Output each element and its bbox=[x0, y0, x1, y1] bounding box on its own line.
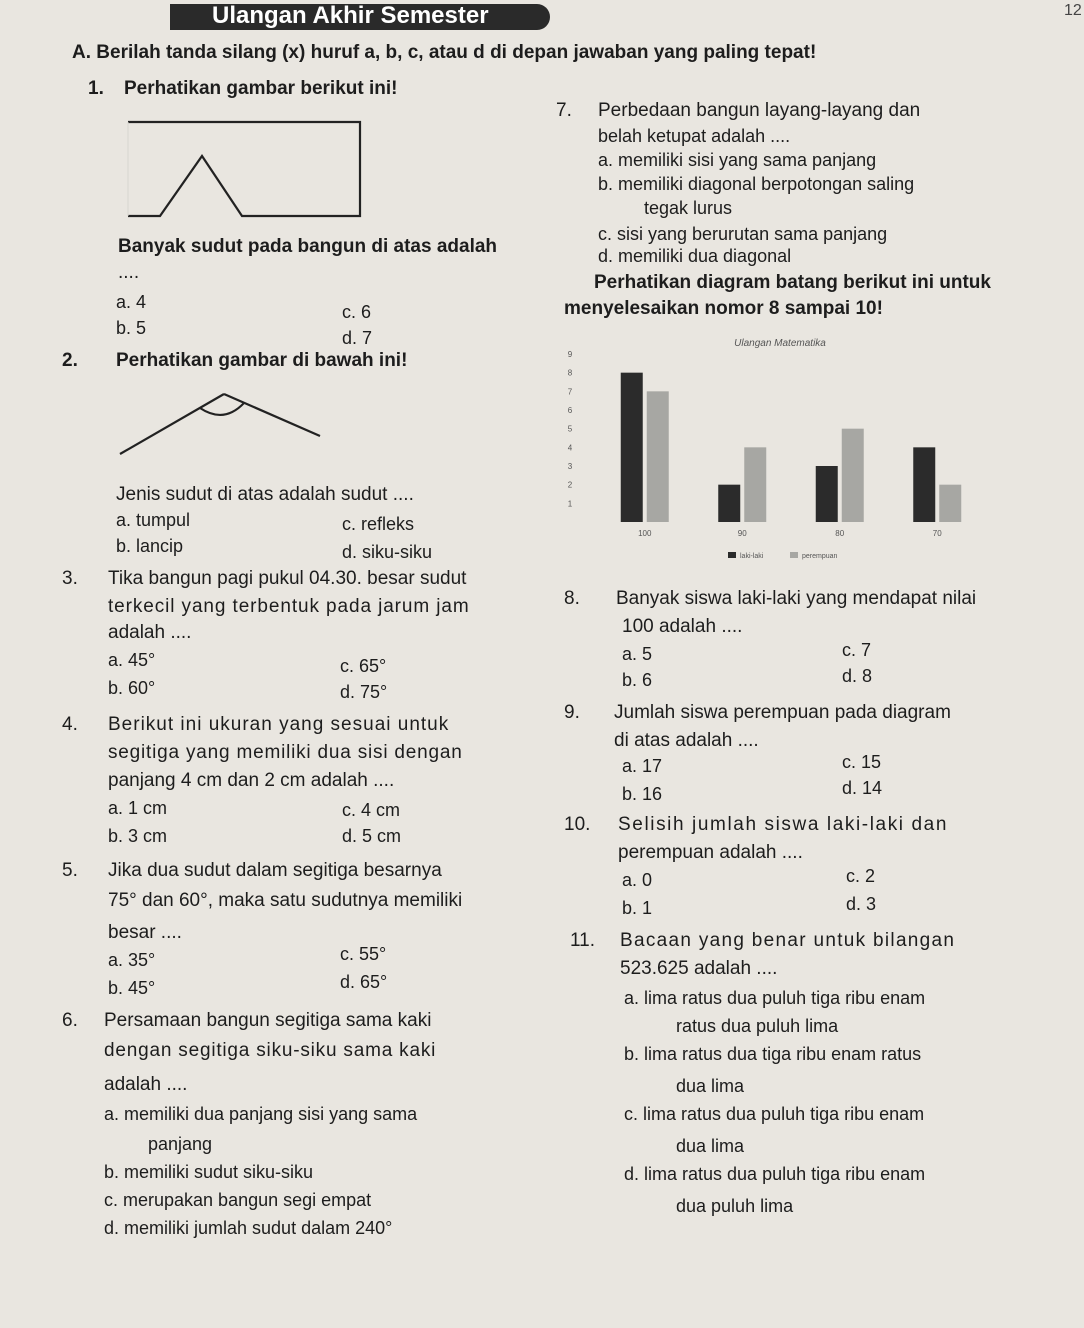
q3-option-d[interactable]: d. 75° bbox=[340, 682, 388, 702]
q8-option-c[interactable]: c. 7 bbox=[842, 640, 872, 660]
q11-option-c-cont: dua lima bbox=[676, 1136, 745, 1156]
x-tick-label: 80 bbox=[835, 529, 845, 538]
q8-line2: 100 adalah .... bbox=[622, 616, 743, 637]
q5-option-b[interactable]: b. 45° bbox=[108, 978, 156, 998]
q1-number: 1. bbox=[88, 78, 104, 99]
legend-swatch-perempuan bbox=[790, 552, 798, 558]
q1-option-b[interactable]: b. 5 bbox=[116, 318, 147, 338]
q10-number: 10. bbox=[564, 814, 591, 835]
q9-option-a[interactable]: a. 17 bbox=[622, 756, 663, 776]
q11-option-b-cont: dua lima bbox=[676, 1076, 745, 1096]
q11-option-d-cont: dua puluh lima bbox=[676, 1196, 794, 1216]
q7-option-b-cont: tegak lurus bbox=[644, 198, 733, 218]
q2-question: Jenis sudut di atas adalah sudut .... bbox=[116, 484, 414, 505]
q1-option-c[interactable]: c. 6 bbox=[342, 302, 372, 322]
q6-line1: Persamaan bangun segitiga sama kaki bbox=[104, 1010, 432, 1031]
q1-option-d[interactable]: d. 7 bbox=[342, 328, 373, 348]
bar-perempuan-70 bbox=[939, 485, 961, 522]
q8-line1: Banyak siswa laki-laki yang mendapat nilai bbox=[616, 588, 977, 609]
q9-option-d[interactable]: d. 14 bbox=[842, 778, 883, 798]
q2-angle-figure bbox=[116, 384, 326, 464]
q6-line2: dengan segitiga siku-siku sama kaki bbox=[104, 1040, 437, 1061]
bar-laki-laki-100 bbox=[621, 373, 643, 522]
y-tick-label: 1 bbox=[567, 499, 573, 509]
q5-number: 5. bbox=[62, 860, 78, 881]
q11-number: 11. bbox=[570, 930, 596, 951]
q3-option-a[interactable]: a. 45° bbox=[108, 650, 156, 670]
q8-option-d[interactable]: d. 8 bbox=[842, 666, 873, 686]
q6-option-d[interactable]: d. memiliki jumlah sudut dalam 240° bbox=[104, 1218, 393, 1238]
q3-number: 3. bbox=[62, 568, 78, 589]
q5-line3: besar .... bbox=[108, 922, 182, 943]
q2-option-d[interactable]: d. siku-siku bbox=[342, 542, 433, 562]
q5-option-a[interactable]: a. 35° bbox=[108, 950, 156, 970]
q10-option-a[interactable]: a. 0 bbox=[622, 870, 653, 890]
q1-dots: .... bbox=[118, 262, 140, 283]
diagram-intro-line2: menyelesaikan nomor 8 sampai 10! bbox=[564, 298, 883, 319]
q6-option-c[interactable]: c. merupakan bangun segi empat bbox=[104, 1190, 372, 1210]
bar-perempuan-100 bbox=[647, 391, 669, 522]
q11-option-a[interactable]: a. lima ratus dua puluh tiga ribu enam bbox=[624, 988, 926, 1008]
q10-option-d[interactable]: d. 3 bbox=[846, 894, 877, 914]
q7-option-a[interactable]: a. memiliki sisi yang sama panjang bbox=[598, 150, 877, 170]
q3-line2: terkecil yang terbentuk pada jarum jam bbox=[108, 596, 470, 617]
bar-laki-laki-80 bbox=[816, 466, 838, 522]
q1-text: Perhatikan gambar berikut ini! bbox=[124, 78, 398, 99]
q6-number: 6. bbox=[62, 1010, 78, 1031]
q7-line1: Perbedaan bangun layang-layang dan bbox=[598, 100, 921, 121]
q2-text: Perhatikan gambar di bawah ini! bbox=[116, 350, 408, 371]
q11-option-c[interactable]: c. lima ratus dua puluh tiga ribu enam bbox=[624, 1104, 925, 1124]
q10-line1: Selisih jumlah siswa laki-laki dan bbox=[618, 814, 949, 835]
q9-line2: di atas adalah .... bbox=[614, 730, 759, 751]
q7-option-d[interactable]: d. memiliki dua diagonal bbox=[598, 246, 792, 266]
q9-option-c[interactable]: c. 15 bbox=[842, 752, 882, 772]
q4-line2: segitiga yang memiliki dua sisi dengan bbox=[108, 742, 463, 763]
q4-line3: panjang 4 cm dan 2 cm adalah .... bbox=[108, 770, 395, 791]
q5-option-d[interactable]: d. 65° bbox=[340, 972, 388, 992]
legend-label-perempuan: perempuan bbox=[802, 553, 838, 560]
q6-option-b[interactable]: b. memiliki sudut siku-siku bbox=[104, 1162, 314, 1182]
y-tick-label: 8 bbox=[567, 368, 573, 378]
bar-chart bbox=[556, 330, 996, 570]
q2-option-a[interactable]: a. tumpul bbox=[116, 510, 191, 530]
q9-number: 9. bbox=[564, 702, 580, 723]
q1-shape bbox=[128, 122, 360, 216]
q5-line2: 75° dan 60°, maka satu sudutnya memiliki bbox=[108, 890, 463, 911]
q3-option-b[interactable]: b. 60° bbox=[108, 678, 156, 698]
q4-option-a[interactable]: a. 1 cm bbox=[108, 798, 168, 818]
bar-laki-laki-70 bbox=[913, 447, 935, 522]
x-tick-label: 70 bbox=[932, 529, 942, 538]
q6-line3: adalah .... bbox=[104, 1074, 188, 1095]
bar-perempuan-90 bbox=[744, 447, 766, 522]
q2-option-c[interactable]: c. refleks bbox=[342, 514, 415, 534]
q9-line1: Jumlah siswa perempuan pada diagram bbox=[614, 702, 951, 723]
q9-option-b[interactable]: b. 16 bbox=[622, 784, 663, 804]
q7-option-c[interactable]: c. sisi yang berurutan sama panjang bbox=[598, 224, 888, 244]
q11-line2: 523.625 adalah .... bbox=[620, 958, 778, 979]
q3-line3: adalah .... bbox=[108, 622, 192, 643]
q6-option-a-cont: panjang bbox=[148, 1134, 213, 1154]
q2-number: 2. bbox=[62, 350, 78, 371]
q4-option-d[interactable]: d. 5 cm bbox=[342, 826, 402, 846]
q1-option-a[interactable]: a. 4 bbox=[116, 292, 147, 312]
q8-option-a[interactable]: a. 5 bbox=[622, 644, 653, 664]
legend-swatch-laki-laki bbox=[728, 552, 736, 558]
y-tick-label: 4 bbox=[567, 443, 573, 453]
diagram-intro-line1: Perhatikan diagram batang berikut ini untuk bbox=[594, 272, 991, 293]
chart-title: Ulangan Matematika bbox=[734, 338, 826, 349]
q4-option-b[interactable]: b. 3 cm bbox=[108, 826, 168, 846]
bar-laki-laki-90 bbox=[718, 485, 740, 522]
q6-option-a[interactable]: a. memiliki dua panjang sisi yang sama bbox=[104, 1104, 418, 1124]
q1-figure bbox=[120, 112, 370, 222]
y-tick-label: 2 bbox=[567, 480, 573, 490]
q10-option-c[interactable]: c. 2 bbox=[846, 866, 876, 886]
q4-line1: Berikut ini ukuran yang sesuai untuk bbox=[108, 714, 450, 735]
y-tick-label: 6 bbox=[567, 406, 573, 415]
q8-option-b[interactable]: b. 6 bbox=[622, 670, 653, 690]
x-tick-label: 90 bbox=[737, 529, 747, 538]
q2-angle-ray-left bbox=[120, 394, 224, 454]
q3-line1: Tika bangun pagi pukul 04.30. besar sudut bbox=[108, 568, 467, 589]
q1-question: Banyak sudut pada bangun di atas adalah bbox=[118, 236, 498, 257]
q4-number: 4. bbox=[62, 714, 78, 735]
section-instruction: A. Berilah tanda silang (x) huruf a, b, c, atau d di depan jawaban yang paling tepat! bbox=[72, 42, 817, 63]
q5-line1: Jika dua sudut dalam segitiga besarnya bbox=[108, 860, 442, 881]
q10-option-b[interactable]: b. 1 bbox=[622, 898, 653, 918]
q2-option-b[interactable]: b. lancip bbox=[116, 536, 184, 556]
q8-number: 8. bbox=[564, 588, 580, 609]
q11-line1: Bacaan yang benar untuk bilangan bbox=[620, 930, 956, 951]
page-title: Ulangan Akhir Semester bbox=[212, 2, 489, 29]
legend-label-laki-laki: laki-laki bbox=[740, 553, 764, 560]
q11-option-d[interactable]: d. lima ratus dua puluh tiga ribu enam bbox=[624, 1164, 926, 1184]
q2-angle-ray-right bbox=[224, 394, 320, 436]
y-tick-label: 7 bbox=[567, 387, 573, 397]
q7-line2: belah ketupat adalah .... bbox=[598, 126, 791, 146]
q11-option-a-cont: ratus dua puluh lima bbox=[676, 1016, 839, 1036]
q7-option-b[interactable]: b. memiliki diagonal berpotongan saling bbox=[598, 174, 915, 194]
q3-option-c[interactable]: c. 65° bbox=[340, 656, 387, 676]
page-number: 12 bbox=[1064, 2, 1082, 19]
y-tick-label: 9 bbox=[567, 350, 573, 359]
q7-number: 7. bbox=[556, 100, 572, 121]
q5-option-c[interactable]: c. 55° bbox=[340, 944, 387, 964]
bar-perempuan-80 bbox=[842, 429, 864, 522]
q4-option-c[interactable]: c. 4 cm bbox=[342, 800, 401, 820]
q10-line2: perempuan adalah .... bbox=[618, 842, 803, 863]
y-tick-label: 5 bbox=[567, 424, 573, 434]
x-tick-label: 100 bbox=[638, 529, 652, 538]
q11-option-b[interactable]: b. lima ratus dua tiga ribu enam ratus bbox=[624, 1044, 922, 1064]
y-tick-label: 3 bbox=[567, 462, 573, 471]
